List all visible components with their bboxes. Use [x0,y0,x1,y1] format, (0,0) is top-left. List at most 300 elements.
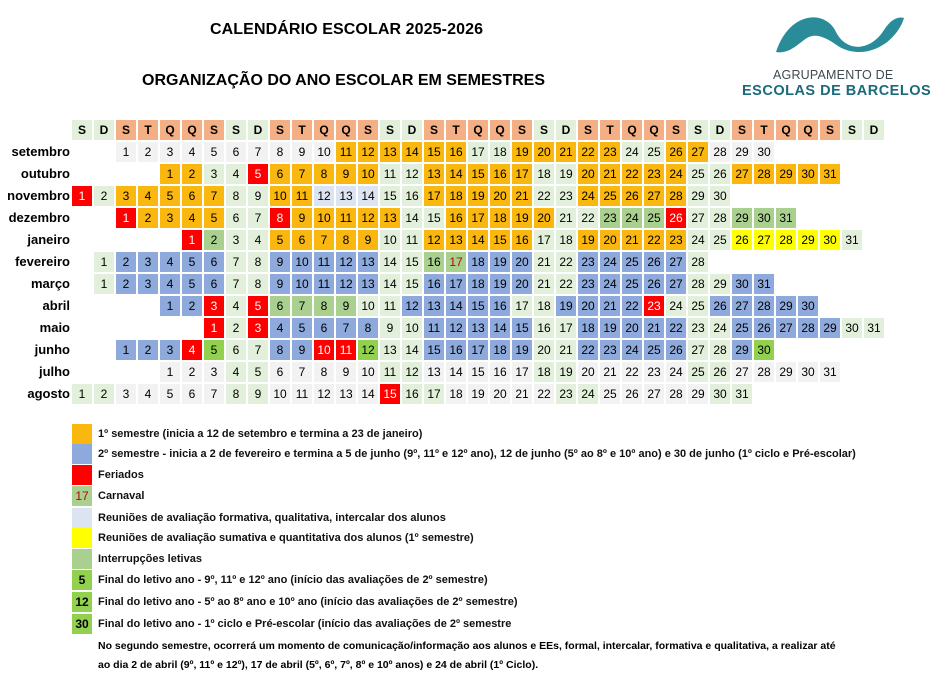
day-cell: 21 [600,362,620,382]
day-cell: 18 [490,142,510,162]
day-cell: 24 [600,252,620,272]
day-cell: 12 [358,142,378,162]
day-cell: 24 [710,318,730,338]
day-cell: 26 [710,164,730,184]
weekday-header-cell: Q [798,120,818,140]
legend-swatch: 5 [72,570,92,590]
day-cell: 12 [314,384,334,404]
day-cell: 17 [446,274,466,294]
day-cell: 25 [622,274,642,294]
day-cell: 22 [556,252,576,272]
day-cell: 26 [622,384,642,404]
day-cell: 14 [358,384,378,404]
day-cell: 29 [732,340,752,360]
day-cell: 1 [116,142,136,162]
day-cell: 23 [600,142,620,162]
weekday-header-cell: T [600,120,620,140]
weekday-header-cell: T [446,120,466,140]
day-cell: 16 [490,296,510,316]
day-cell: 23 [644,296,664,316]
day-cell: 24 [578,186,598,206]
day-cell: 30 [798,362,818,382]
day-cell: 13 [358,274,378,294]
day-cell: 5 [204,142,224,162]
legend-text: 2º semestre - inicia a 2 de fevereiro e termina a 5 de junho (9º, 11º e 12º ano), 12 de junho (5º ao 8º e 10º ano) e 30 de junho (1º ciclo e Pré-escolar) [98,448,856,460]
day-cell: 9 [336,362,356,382]
day-cell: 13 [380,142,400,162]
day-cell: 1 [160,296,180,316]
day-cell: 17 [446,252,466,272]
day-cell: 5 [204,340,224,360]
logo-line-2: ESCOLAS DE BARCELOS [742,83,932,99]
day-cell: 20 [600,230,620,250]
day-cell: 22 [534,384,554,404]
day-cell: 9 [380,318,400,338]
day-cell: 8 [358,318,378,338]
day-cell: 21 [644,318,664,338]
day-cell: 6 [226,142,246,162]
month-label: dezembro [8,210,70,225]
legend-text: Carnaval [98,490,145,502]
day-cell: 9 [248,384,268,404]
day-cell: 19 [468,186,488,206]
day-cell: 11 [314,252,334,272]
day-cell: 10 [314,142,334,162]
day-cell: 19 [512,340,532,360]
day-cell: 5 [182,274,202,294]
day-cell: 17 [424,384,444,404]
day-cell: 17 [512,296,532,316]
day-cell: 8 [248,252,268,272]
day-cell: 17 [556,318,576,338]
day-cell: 15 [402,274,422,294]
day-cell: 16 [490,164,510,184]
day-cell: 9 [270,252,290,272]
day-cell: 8 [336,230,356,250]
day-cell: 3 [116,384,136,404]
day-cell: 23 [578,274,598,294]
legend-swatch [72,424,92,444]
day-cell: 19 [490,252,510,272]
day-cell: 2 [94,384,114,404]
day-cell: 25 [688,296,708,316]
day-cell: 8 [314,296,334,316]
day-cell: 1 [94,252,114,272]
day-cell: 21 [556,208,576,228]
day-cell: 7 [226,274,246,294]
weekday-header-cell: D [556,120,576,140]
day-cell: 28 [666,186,686,206]
day-cell: 12 [314,186,334,206]
weekday-header-cell: Q [336,120,356,140]
day-cell: 5 [248,296,268,316]
weekday-header-cell: S [578,120,598,140]
legend-swatch: 30 [72,614,92,634]
day-cell: 24 [578,384,598,404]
day-cell: 8 [270,142,290,162]
day-cell: 11 [292,186,312,206]
day-cell: 12 [402,362,422,382]
day-cell: 20 [534,340,554,360]
day-cell: 14 [402,208,422,228]
day-cell: 24 [622,340,642,360]
day-cell: 19 [512,208,532,228]
weekday-header-cell: Q [468,120,488,140]
day-cell: 6 [270,362,290,382]
day-cell: 20 [622,318,642,338]
day-cell: 4 [248,230,268,250]
day-cell: 19 [490,274,510,294]
day-cell: 20 [578,296,598,316]
day-cell: 11 [336,208,356,228]
day-cell: 3 [160,142,180,162]
day-cell: 10 [358,164,378,184]
day-cell: 10 [292,274,312,294]
day-cell: 1 [72,186,92,206]
day-cell: 13 [424,164,444,184]
day-cell: 16 [424,252,444,272]
day-cell: 30 [842,318,862,338]
day-cell: 19 [556,362,576,382]
day-cell: 4 [160,252,180,272]
page-subtitle: ORGANIZAÇÃO DO ANO ESCOLAR EM SEMESTRES [142,72,545,89]
day-cell: 24 [666,164,686,184]
day-cell: 6 [270,164,290,184]
day-cell: 2 [182,296,202,316]
day-cell: 26 [710,296,730,316]
day-cell: 27 [688,208,708,228]
day-cell: 1 [116,208,136,228]
day-cell: 28 [688,274,708,294]
day-cell: 24 [666,296,686,316]
day-cell: 12 [336,252,356,272]
month-label: outubro [20,166,70,181]
day-cell: 17 [468,142,488,162]
day-cell: 21 [600,296,620,316]
day-cell: 10 [402,318,422,338]
day-cell: 24 [688,230,708,250]
day-cell: 11 [380,164,400,184]
day-cell: 30 [754,208,774,228]
day-cell: 31 [776,208,796,228]
day-cell: 6 [270,296,290,316]
day-cell: 28 [710,208,730,228]
day-cell: 2 [226,318,246,338]
day-cell: 10 [314,340,334,360]
day-cell: 18 [534,296,554,316]
day-cell: 15 [490,230,510,250]
day-cell: 15 [402,252,422,272]
weekday-header-cell: Q [182,120,202,140]
day-cell: 24 [666,362,686,382]
day-cell: 14 [446,164,466,184]
day-cell: 5 [248,362,268,382]
day-cell: 3 [116,186,136,206]
legend-text: Interrupções letivas [98,553,202,565]
day-cell: 7 [204,384,224,404]
day-cell: 9 [336,164,356,184]
day-cell: 27 [644,384,664,404]
day-cell: 14 [402,340,422,360]
day-cell: 27 [732,296,752,316]
day-cell: 12 [402,296,422,316]
weekday-header-cell: S [820,120,840,140]
day-cell: 25 [600,384,620,404]
day-cell: 29 [820,318,840,338]
day-cell: 17 [424,186,444,206]
day-cell: 4 [270,318,290,338]
day-cell: 15 [468,362,488,382]
day-cell: 11 [402,230,422,250]
day-cell: 23 [644,164,664,184]
day-cell: 4 [226,164,246,184]
legend-text: Final do letivo ano - 5º ao 8º ano e 10º ano (início das avaliações de 2º semestre) [98,596,518,608]
day-cell: 16 [446,208,466,228]
day-cell: 21 [534,252,554,272]
day-cell: 3 [248,318,268,338]
day-cell: 28 [710,142,730,162]
logo-line-1: AGRUPAMENTO DE [773,68,894,82]
footnote-line-2: ao dia 2 de abril (9º, 11º e 12º), 17 de abril (5º, 6º, 7º, 8º e 10º anos) e 24 de abril (1º Ciclo). [98,659,539,671]
day-cell: 10 [314,208,334,228]
weekday-header-cell: Q [622,120,642,140]
legend-text: Reuniões de avaliação sumativa e quantitativa dos alunos (1º semestre) [98,532,474,544]
day-cell: 18 [534,164,554,184]
day-cell: 28 [710,340,730,360]
month-label: abril [42,298,70,313]
day-cell: 6 [204,274,224,294]
day-cell: 26 [666,208,686,228]
day-cell: 16 [446,340,466,360]
day-cell: 20 [512,274,532,294]
day-cell: 29 [688,384,708,404]
day-cell: 15 [468,296,488,316]
day-cell: 29 [776,296,796,316]
month-label: março [30,276,70,291]
day-cell: 27 [732,164,752,184]
day-cell: 8 [270,340,290,360]
day-cell: 12 [358,340,378,360]
day-cell: 10 [358,296,378,316]
day-cell: 13 [468,318,488,338]
day-cell: 12 [358,208,378,228]
day-cell: 30 [820,230,840,250]
day-cell: 15 [380,384,400,404]
day-cell: 9 [270,274,290,294]
legend-swatch [72,549,92,569]
day-cell: 14 [402,142,422,162]
day-cell: 29 [710,274,730,294]
day-cell: 13 [380,208,400,228]
day-cell: 20 [534,142,554,162]
day-cell: 28 [666,384,686,404]
day-cell: 1 [116,340,136,360]
day-cell: 23 [600,340,620,360]
day-cell: 27 [688,340,708,360]
weekday-header-cell: S [270,120,290,140]
day-cell: 28 [754,362,774,382]
day-cell: 1 [94,274,114,294]
day-cell: 30 [798,296,818,316]
day-cell: 7 [226,252,246,272]
day-cell: 3 [204,296,224,316]
day-cell: 18 [490,208,510,228]
day-cell: 4 [160,274,180,294]
day-cell: 3 [204,362,224,382]
day-cell: 1 [182,230,202,250]
day-cell: 26 [754,318,774,338]
day-cell: 17 [468,340,488,360]
day-cell: 19 [512,142,532,162]
day-cell: 25 [644,208,664,228]
day-cell: 6 [204,252,224,272]
day-cell: 26 [666,142,686,162]
day-cell: 8 [314,362,334,382]
weekday-header-cell: S [688,120,708,140]
day-cell: 25 [644,340,664,360]
day-cell: 19 [556,296,576,316]
day-cell: 5 [270,230,290,250]
day-cell: 16 [402,384,422,404]
day-cell: 4 [138,186,158,206]
day-cell: 4 [182,142,202,162]
day-cell: 15 [468,164,488,184]
day-cell: 22 [622,362,642,382]
day-cell: 17 [534,230,554,250]
day-cell: 25 [688,164,708,184]
day-cell: 20 [512,252,532,272]
day-cell: 5 [292,318,312,338]
weekday-header-cell: S [72,120,92,140]
day-cell: 3 [226,230,246,250]
day-cell: 21 [556,340,576,360]
weekday-header-cell: D [710,120,730,140]
legend-text: Final do letivo ano - 1º ciclo e Pré-escolar (início das avaliações de 2º semestre [98,618,512,630]
weekday-header-cell: S [204,120,224,140]
day-cell: 25 [622,252,642,272]
day-cell: 2 [182,164,202,184]
month-label: junho [34,342,70,357]
day-cell: 9 [292,208,312,228]
day-cell: 31 [820,164,840,184]
day-cell: 20 [534,208,554,228]
day-cell: 30 [732,274,752,294]
day-cell: 19 [600,318,620,338]
day-cell: 1 [160,164,180,184]
day-cell: 21 [534,274,554,294]
day-cell: 23 [600,208,620,228]
day-cell: 2 [182,362,202,382]
day-cell: 31 [864,318,884,338]
day-cell: 10 [270,384,290,404]
day-cell: 15 [512,318,532,338]
day-cell: 25 [644,142,664,162]
day-cell: 7 [314,230,334,250]
day-cell: 17 [468,208,488,228]
day-cell: 22 [666,318,686,338]
day-cell: 12 [336,274,356,294]
weekday-header-cell: D [864,120,884,140]
weekday-header-cell: S [358,120,378,140]
day-cell: 27 [776,318,796,338]
day-cell: 1 [72,384,92,404]
day-cell: 16 [512,230,532,250]
weekday-header-cell: T [138,120,158,140]
day-cell: 27 [754,230,774,250]
day-cell: 13 [336,384,356,404]
day-cell: 25 [600,186,620,206]
day-cell: 8 [226,186,246,206]
weekday-header-cell: D [248,120,268,140]
legend-text: Reuniões de avaliação formativa, qualitativa, intercalar dos alunos [98,512,446,524]
day-cell: 15 [424,208,444,228]
day-cell: 18 [534,362,554,382]
day-cell: 21 [622,230,642,250]
day-cell: 24 [622,142,642,162]
weekday-header-cell: Q [644,120,664,140]
day-cell: 10 [292,252,312,272]
day-cell: 24 [600,274,620,294]
day-cell: 18 [556,230,576,250]
weekday-header-cell: S [116,120,136,140]
day-cell: 20 [490,186,510,206]
day-cell: 5 [160,186,180,206]
day-cell: 7 [204,186,224,206]
day-cell: 13 [336,186,356,206]
weekday-header-cell: S [534,120,554,140]
day-cell: 14 [446,362,466,382]
day-cell: 23 [644,362,664,382]
day-cell: 3 [204,164,224,184]
day-cell: 2 [116,274,136,294]
day-cell: 14 [446,296,466,316]
day-cell: 20 [490,384,510,404]
day-cell: 12 [402,164,422,184]
month-label: agosto [27,386,70,401]
day-cell: 4 [138,384,158,404]
weekday-header-cell: D [402,120,422,140]
day-cell: 19 [578,230,598,250]
day-cell: 8 [248,274,268,294]
day-cell: 22 [534,186,554,206]
day-cell: 9 [358,230,378,250]
day-cell: 6 [226,208,246,228]
day-cell: 15 [424,142,444,162]
day-cell: 18 [578,318,598,338]
day-cell: 2 [138,340,158,360]
day-cell: 14 [468,230,488,250]
day-cell: 2 [204,230,224,250]
day-cell: 2 [94,186,114,206]
day-cell: 25 [732,318,752,338]
weekday-header-cell: S [842,120,862,140]
day-cell: 16 [402,186,422,206]
legend-swatch [72,528,92,548]
day-cell: 15 [380,186,400,206]
day-cell: 23 [688,318,708,338]
day-cell: 27 [666,274,686,294]
day-cell: 21 [556,142,576,162]
day-cell: 7 [336,318,356,338]
day-cell: 18 [446,186,466,206]
legend-swatch [72,465,92,485]
day-cell: 2 [138,142,158,162]
day-cell: 5 [160,384,180,404]
day-cell: 29 [732,142,752,162]
day-cell: 10 [270,186,290,206]
day-cell: 23 [556,384,576,404]
day-cell: 5 [182,252,202,272]
